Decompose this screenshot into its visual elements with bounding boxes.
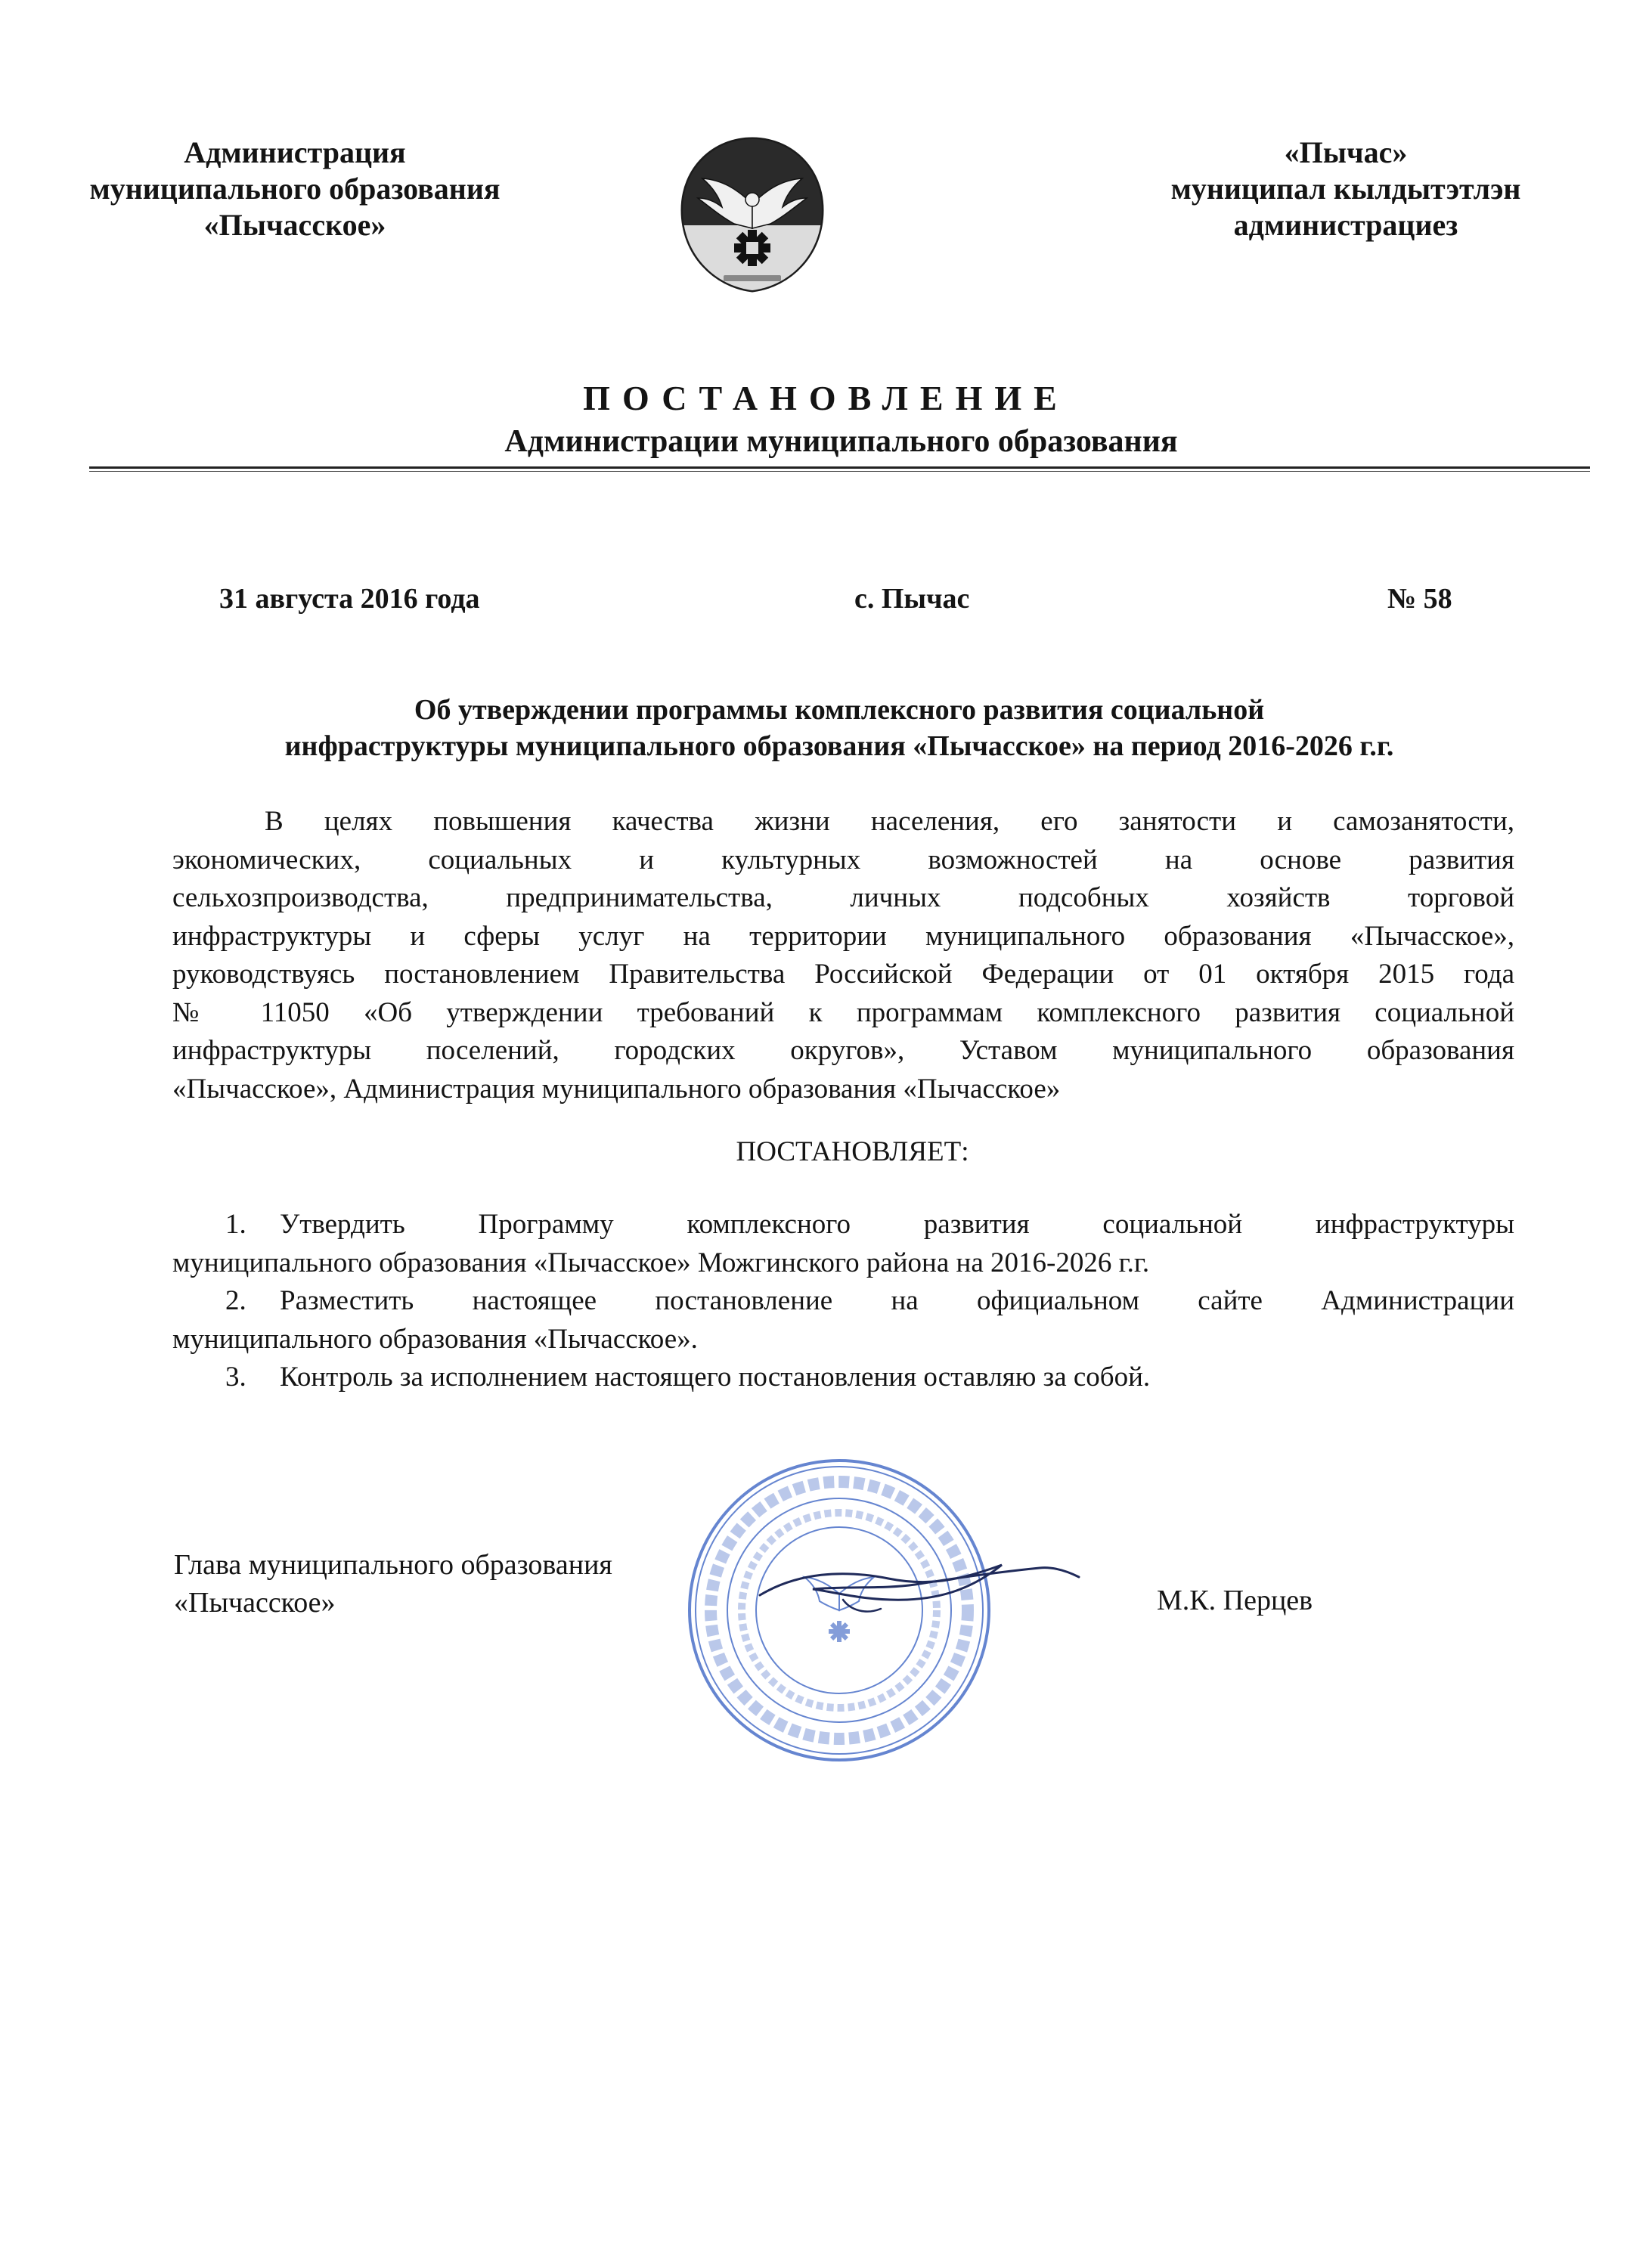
header-right-block: [1104, 135, 1588, 243]
document-subject: [136, 692, 1542, 764]
header-left-line1: Администрация: [184, 135, 406, 169]
item-text: Разместить настоящее постановление на официальном сайте Администрации: [280, 1285, 1514, 1316]
header-left-line3: «Пычасское»: [203, 208, 386, 242]
subject-line2: инфраструктуры муниципального образования «Пычасское» на период 2016-2026 г.г.: [284, 730, 1394, 762]
header-left-block: [45, 135, 544, 243]
list-item: [172, 1282, 1514, 1321]
list-item: [172, 1206, 1514, 1244]
subject-line1: Об утверждении программы комплексного развития социальной: [414, 694, 1265, 726]
document-title: ПОСТАНОВЛЕНИЕ: [583, 379, 1069, 417]
preamble-line: «Пычасское», Администрация муниципального образования «Пычасское»: [172, 1073, 1061, 1105]
document-date: 31 августа 2016 года: [219, 583, 480, 615]
header-left-line2: муниципального образования: [89, 172, 501, 206]
item-number: 1.: [225, 1209, 246, 1240]
udmurt-coat-of-arms-icon: [677, 135, 828, 295]
preamble-line: В целях повышения качества жизни населения, его занятости и самозанятости,: [265, 806, 1514, 837]
item-continuation: муниципального образования «Пычасское» Можгинского района на 2016-2026 г.г.: [172, 1247, 1150, 1278]
list-item: [172, 1359, 1514, 1397]
header-right-line1: «Пычас»: [1284, 135, 1408, 169]
preamble-paragraph: [172, 803, 1514, 1108]
item-number: 3.: [225, 1362, 246, 1393]
header-divider-thick: [89, 466, 1590, 469]
header-right-line2: муниципал кылдытэтлэн: [1170, 172, 1521, 206]
header-divider-thin: [89, 471, 1590, 472]
item-text: Утвердить Программу комплексного развития социальной инфраструктуры: [280, 1209, 1514, 1240]
preamble-line: руководствуясь постановлением Правительства Российской Федерации от 01 октября 2015 года: [172, 959, 1514, 990]
signatory-name: М.К. Перцев: [1157, 1585, 1313, 1616]
signatory-position-line1: Глава муниципального образования: [174, 1549, 612, 1581]
item-continuation: муниципального образования «Пычасское».: [172, 1323, 698, 1355]
preamble-line: экономических, социальных и культурных возможностей на основе развития: [172, 844, 1514, 875]
preamble-line: инфраструктуры поселений, городских округов», Уставом муниципального образования: [172, 1035, 1514, 1066]
document-subtitle: Администрации муниципального образования: [504, 424, 1178, 459]
item-text: Контроль за исполнением настоящего постановления оставляю за собой.: [280, 1362, 1151, 1393]
signatory-position-line2: «Пычасское»: [174, 1587, 336, 1619]
preamble-line: № 11050 «Об утверждении требований к программам комплексного развития социальной: [172, 996, 1514, 1028]
preamble-line: сельхозпроизводства, предпринимательства, личных подсобных хозяйств торговой: [172, 882, 1514, 913]
handwritten-signature-icon: [752, 1542, 1085, 1633]
resolves-heading: ПОСТАНОВЛЯЕТ:: [736, 1136, 969, 1167]
header-right-line3: администрациез: [1233, 208, 1458, 242]
item-number: 2.: [225, 1285, 246, 1316]
document-place: с. Пычас: [854, 583, 970, 615]
signatory-position: [174, 1546, 612, 1622]
document-number: № 58: [1387, 583, 1452, 615]
preamble-line: инфраструктуры и сферы услуг на территории муниципального образования «Пычасское»,: [172, 920, 1514, 952]
resolution-items: [172, 1206, 1514, 1397]
